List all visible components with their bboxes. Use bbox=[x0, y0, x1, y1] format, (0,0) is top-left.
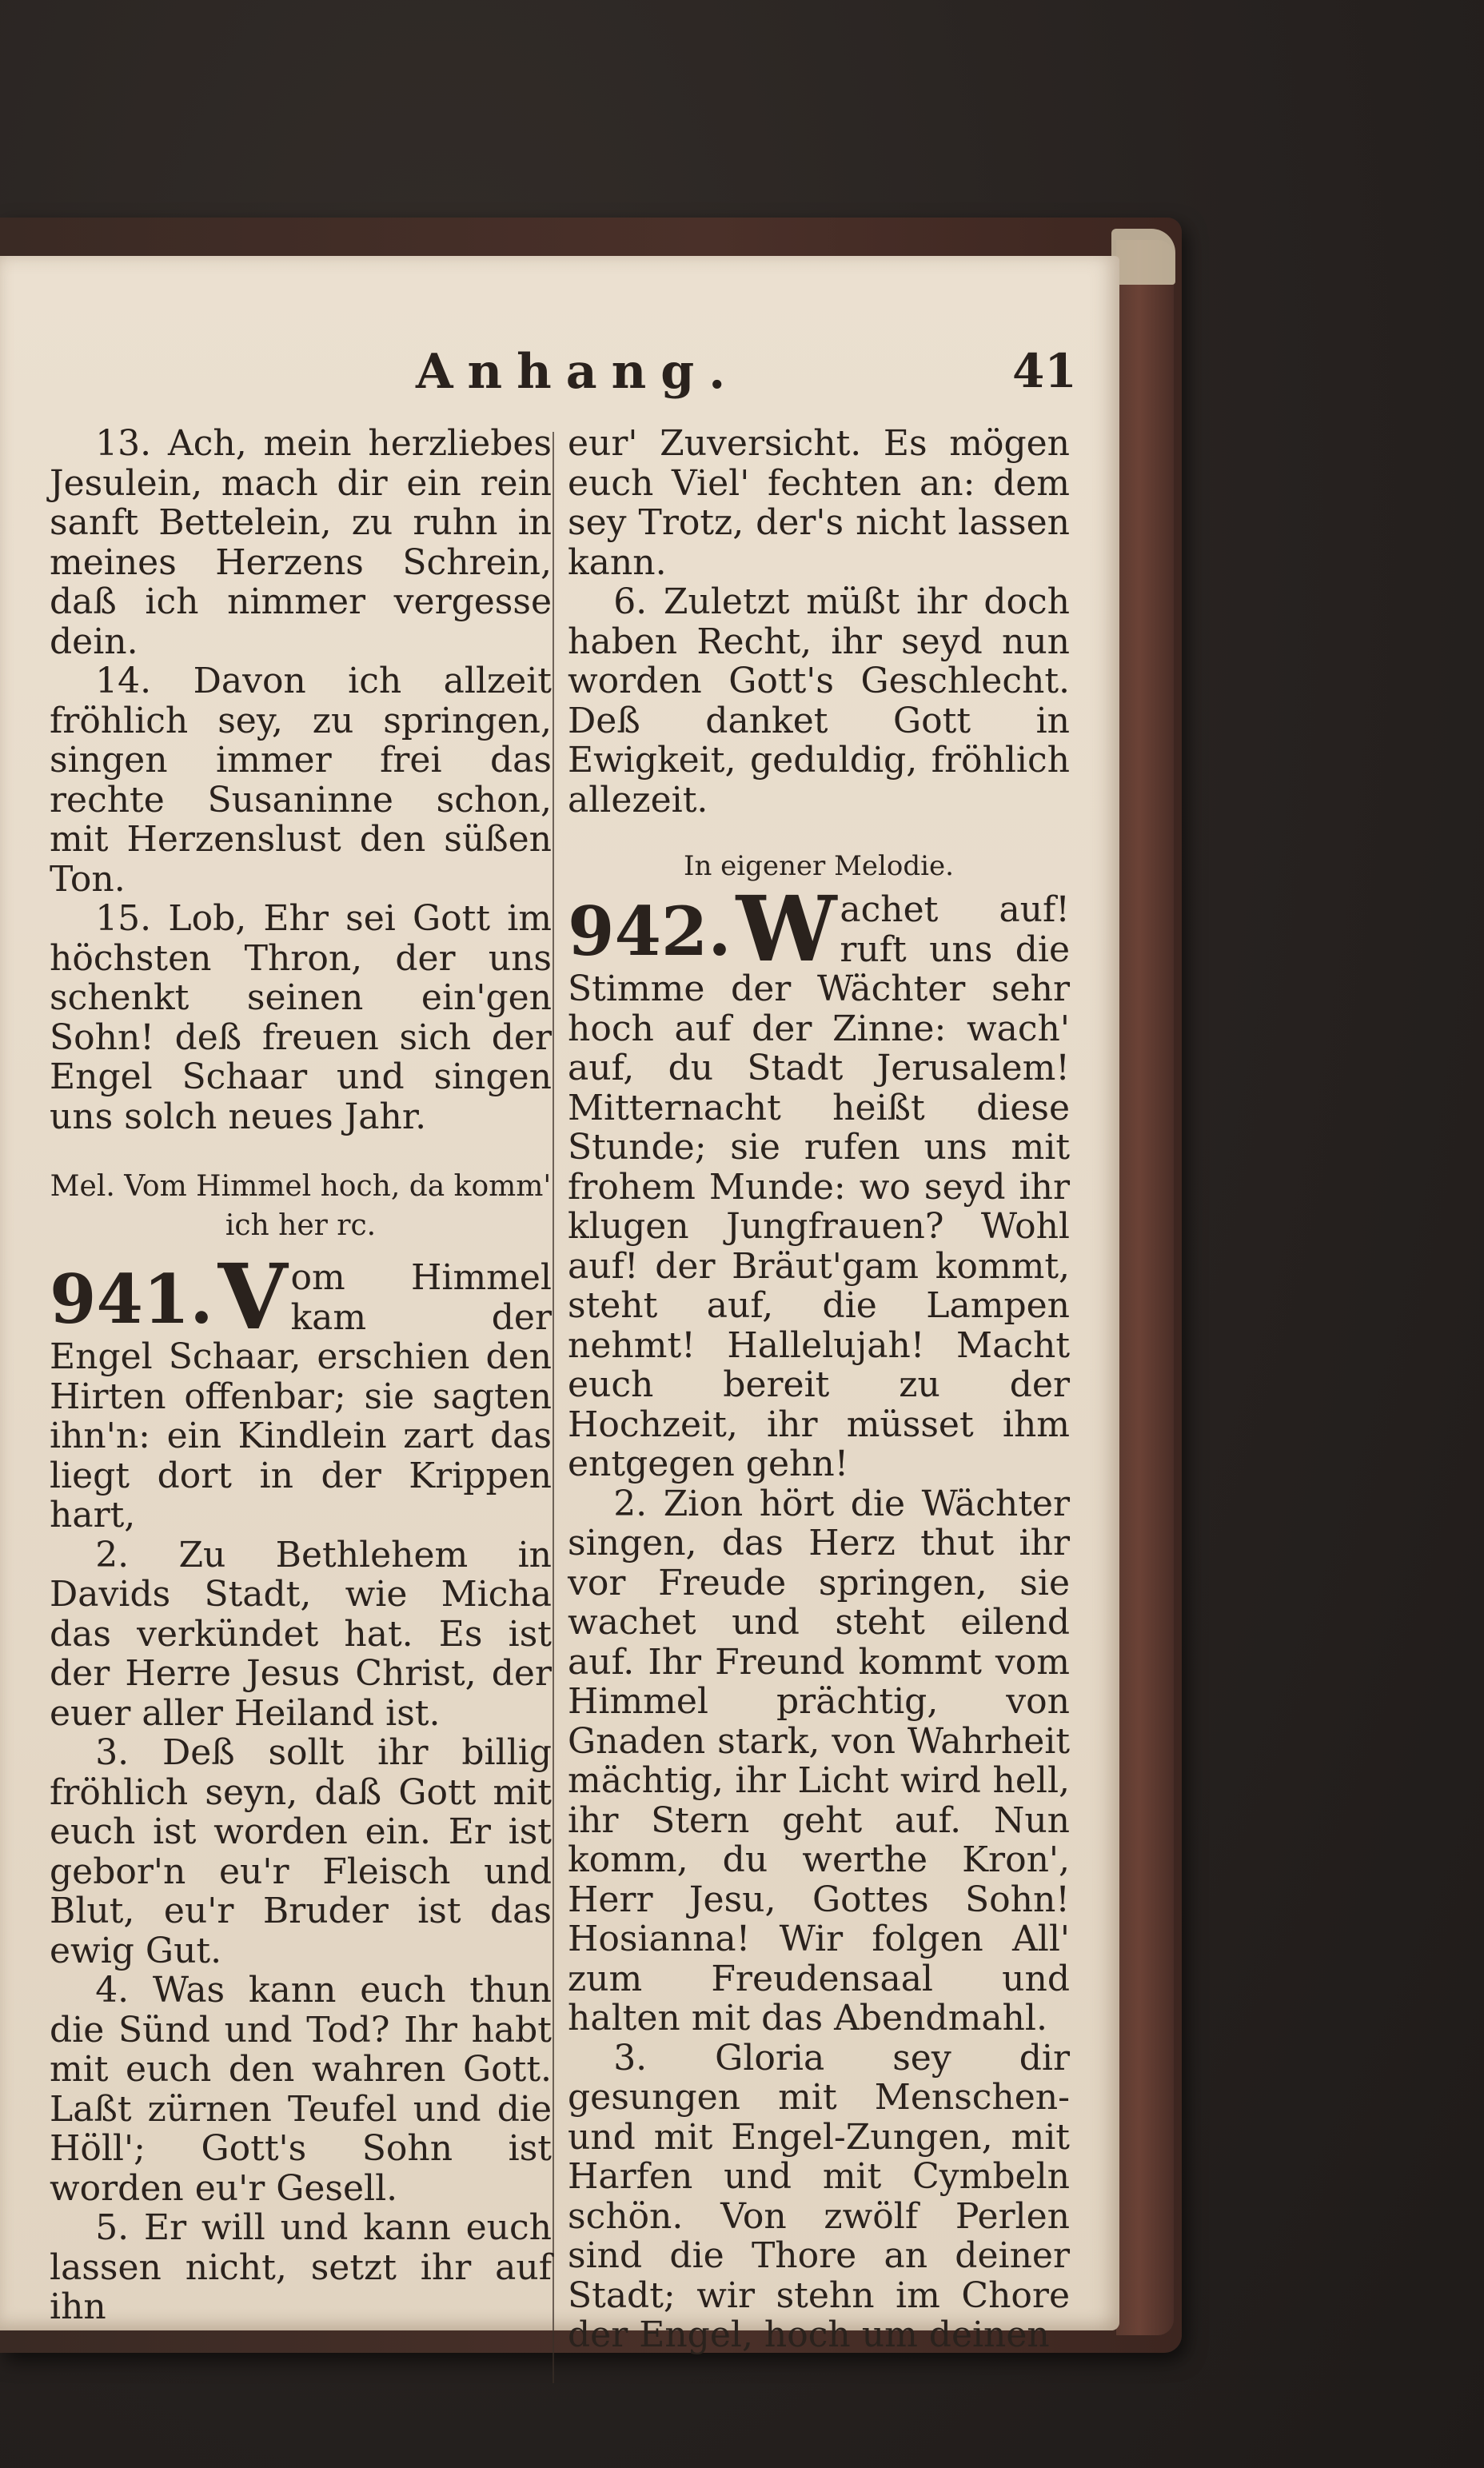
right-column bbox=[568, 424, 1070, 2355]
hymn-942-verse-1: achet auf! ruft uns die Stimme der Wächter sehr hoch auf der Zinne: wach' auf, du Stadt Jerusalem! Mitternacht heißt diese Stunde; sie rufen uns mit frohem Munde: wo seyd ihr klugen Jungfrauen? Wohl auf! der Bräut'gam kommt, steht auf, die Lampen nehmt! Hallelujah! Macht euch bereit zu der Hochzeit, ihr müsset ihm entgegen gehn! bbox=[568, 889, 1070, 1484]
book-page bbox=[0, 256, 1119, 2355]
hymn-941-verse-1: om Himmel kam der Engel Schaar, erschien den Hirten offenbar; sie sagten ihn'n: ein Kindlein zart das liegt dort in der Krippen hart, bbox=[50, 1257, 552, 1536]
hymn-941-verse-2: 2. Zu Bethlehem in Davids Stadt, wie Micha das verkündet hat. Es ist der Herre Jesus Christ, der euer aller Heiland ist. bbox=[50, 1534, 552, 1734]
page-header bbox=[0, 344, 1119, 416]
melody-note-941: Mel. Vom Himmel hoch, da komm' ich her rc. bbox=[50, 1170, 552, 1242]
hymn-942-verse-2: 2. Zion hört die Wächter singen, das Herz thut ihr vor Freude springen, sie wachet und steht eilend auf. Ihr Freund kommt vom Himmel prächtig, von Gnaden stark, von Wahrheit mächtig, ihr Licht wird hell, ihr Stern geht auf. Nun komm, du werthe Kron', Herr Jesu, Gottes Sohn! Hosianna! Wir folgen All' zum Freudensaal und halten mit das Abendmahl. bbox=[568, 1483, 1070, 2039]
drop-cap-941: V bbox=[217, 1245, 288, 1350]
book-cover-corner bbox=[1111, 229, 1175, 285]
verse-14: 14. Davon ich allzeit fröhlich sey, zu springen, singen immer frei das rechte Susaninne schon, mit Herzenslust den süßen Ton. bbox=[50, 661, 552, 900]
running-head: Anhang. bbox=[416, 344, 740, 400]
hymn-942-verse-3: 3. Gloria sey dir gesungen mit Menschen- und mit Engel-Zungen, mit Harfen und mit Cymbeln schön. Von zwölf Perlen sind die Thore an deiner Stadt; wir stehn im Chore der Engel, hoch um deinen bbox=[568, 2037, 1070, 2355]
page-number: 41 bbox=[1012, 344, 1077, 398]
hymn-941-verse-5: 5. Er will und kann euch lassen nicht, setzt ihr auf ihn bbox=[50, 2207, 552, 2327]
hymn-941-verse-5-continued: eur' Zuversicht. Es mögen euch Viel' fechten an: dem sey Trotz, der's nicht lassen kann. bbox=[568, 423, 1070, 583]
verse-15: 15. Lob, Ehr sei Gott im höchsten Thron, der uns schenkt seinen ein'gen Sohn! deß freuen sich der Engel Schaar und singen uns solch neues Jahr. bbox=[50, 898, 552, 1137]
hymn-941-verse-6: 6. Zuletzt müßt ihr doch haben Recht, ihr seyd nun worden Gott's Geschlecht. Deß danket Gott in Ewigkeit, geduldig, fröhlich allezeit. bbox=[568, 581, 1070, 821]
melody-note-942: In eigener Melodie. bbox=[684, 850, 954, 882]
hymn-number-941: 941. bbox=[50, 1260, 213, 1339]
drop-cap-942: W bbox=[736, 877, 837, 982]
book-cover-edge bbox=[1116, 240, 1174, 2335]
hymn-941 bbox=[50, 1245, 552, 1536]
hymn-number-942: 942. bbox=[568, 892, 732, 971]
hymn-941-verse-4: 4. Was kann euch thun die Sünd und Tod? Ihr habt mit euch den wahren Gott. Laßt zürnen Teufel und die Höll'; Gott's Sohn ist worden eu'r Gesell. bbox=[50, 1970, 552, 2209]
hymn-941-verse-3: 3. Deß sollt ihr billig fröhlich seyn, daß Gott mit euch ist worden ein. Er ist gebor'n eu'r Fleisch und Blut, eu'r Bruder ist das ewig Gut. bbox=[50, 1732, 552, 1971]
hymn-942 bbox=[568, 877, 1070, 1484]
column-divider bbox=[553, 432, 554, 2383]
left-column bbox=[50, 424, 552, 2327]
verse-13: 13. Ach, mein herzliebes Jesulein, mach dir ein rein sanft Bettelein, zu ruhn in meines Herzens Schrein, daß ich nimmer vergesse dein. bbox=[50, 423, 552, 662]
